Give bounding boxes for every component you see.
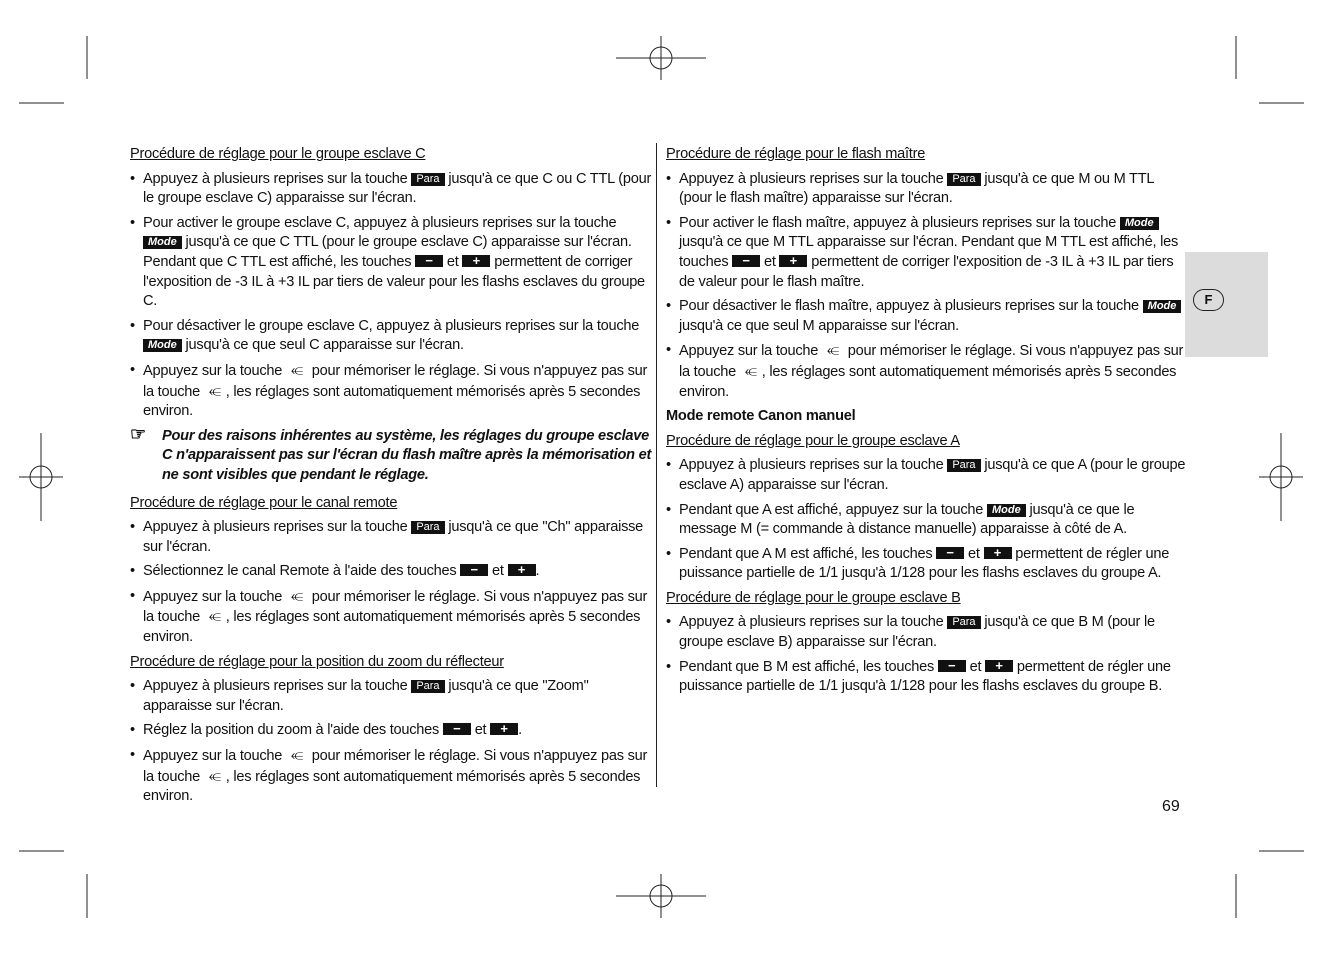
minus-key-icon: − [938, 660, 966, 672]
plus-key-icon: + [490, 723, 518, 735]
para-key-icon: Para [411, 173, 444, 186]
bullet-item: • Pour désactiver le groupe esclave C, appuyez à plusieurs reprises sur la touche Mode jusqu'à ce que seul C apparaisse sur l'écran. [130, 317, 640, 354]
return-key-icon: ⥺ [290, 587, 304, 605]
pointing-hand-icon: ☞ [130, 423, 146, 444]
mode-heading: Mode remote Canon manuel [666, 408, 856, 425]
registration-mark-left [19, 433, 63, 521]
registration-mark-right [1259, 433, 1303, 521]
plus-key-icon: + [984, 547, 1012, 559]
minus-key-icon: − [936, 547, 964, 559]
mode-key-icon: Mode [143, 339, 182, 352]
mode-key-icon: Mode [1143, 300, 1182, 313]
language-tab [1185, 252, 1268, 357]
column-divider [656, 143, 657, 787]
page-number: 69 [1162, 798, 1180, 815]
language-badge: F [1193, 289, 1224, 311]
note: ☞ Pour des raisons inhérentes au système, les réglages du groupe esclave C n'apparaissent pas sur l'écran du flash maître après la mémorisation et ne sont visibles que pendant le réglage. [130, 423, 652, 483]
minus-key-icon: − [415, 255, 443, 267]
registration-mark-bottom [616, 874, 706, 918]
return-key-icon: ⥺ [744, 362, 757, 380]
mode-key-icon: Mode [987, 504, 1026, 517]
para-key-icon: Para [411, 521, 444, 534]
bullet-item: • Appuyez sur la touche ⥺ pour mémoriser le réglage. Si vous n'appuyez pas sur la touche ⥺ , les réglages sont automatiquement mémorisés après 5 secondes environ. [666, 342, 1184, 400]
right-column [666, 145, 1186, 702]
para-key-icon: Para [947, 616, 980, 629]
bullet-item: • Sélectionnez le canal Remote à l'aide des touches − et + . [130, 562, 540, 580]
bullet-item: • Appuyez à plusieurs reprises sur la touche Para jusqu'à ce que B M (pour le groupe esclave B) apparaisse sur l'écran. [666, 614, 1155, 651]
bullet-item: • Appuyez à plusieurs reprises sur la touche Para jusqu'à ce que C ou C TTL (pour le groupe esclave C) apparaisse sur l'écran. [130, 170, 652, 207]
section-heading: Procédure de réglage pour le flash maître [666, 146, 926, 162]
bullet-item: • Pendant que A est affiché, appuyez sur la touche Mode jusqu'à ce que le message M (= commande à distance manuelle) apparaisse à côté de A. [666, 501, 1135, 538]
bullet-item: • Pour désactiver le flash maître, appuyez à plusieurs reprises sur la touche Mode jusqu'à ce que seul M apparaisse sur l'écran. [666, 297, 1186, 336]
bullet-item: • Pour activer le flash maître, appuyez à plusieurs reprises sur la touche Mode jusqu'à ce que M TTL apparaisse sur l'écran. Pendant que M TTL est affiché, les touches − et + permettent de corriger l'exposition de -3 IL à +3 IL par tiers de valeur pour le flash maître. [666, 214, 1179, 290]
return-key-icon: ⥺ [208, 382, 221, 400]
minus-key-icon: − [443, 723, 471, 735]
para-key-icon: Para [411, 680, 444, 693]
bullet-item: • Appuyez à plusieurs reprises sur la touche Para jusqu'à ce que M ou M TTL (pour le flash maître) apparaisse sur l'écran. [666, 170, 1154, 207]
bullet-item: • Appuyez sur la touche ⥺ pour mémoriser le réglage. Si vous n'appuyez pas sur la touche ⥺ , les réglages sont automatiquement mémorisés après 5 secondes environ. [130, 587, 648, 646]
bullet-item: • Appuyez sur la touche ⥺ pour mémoriser le réglage. Si vous n'appuyez pas sur la touche ⥺ , les réglages sont automatiquement mémorisés après 5 secondes environ. [130, 361, 648, 420]
bullet-item: • Appuyez à plusieurs reprises sur la touche Para jusqu'à ce que A (pour le groupe esclave A) apparaisse sur l'écran. [666, 457, 1186, 493]
minus-key-icon: − [732, 255, 760, 267]
bullet-item: • Pendant que A M est affiché, les touches − et + permettent de régler une puissance partielle de 1/1 jusqu'à 1/128 pour les flashs esclaves du groupe A. [666, 544, 1170, 582]
section-heading: Procédure de réglage pour le canal remote [130, 494, 398, 511]
return-key-icon: ⥺ [826, 342, 840, 360]
bullet-item: • Pendant que B M est affiché, les touches − et + permettent de régler une puissance partielle de 1/1 jusqu'à 1/128 pour les flashs esclaves du groupe B. [666, 657, 1171, 695]
plus-key-icon: + [985, 660, 1013, 672]
return-key-icon: ⥺ [290, 361, 304, 379]
section-heading: Procédure de réglage pour le groupe esclave B [666, 589, 961, 606]
para-key-icon: Para [947, 173, 980, 186]
bullet-item: • Pour activer le groupe esclave C, appuyez à plusieurs reprises sur la touche Mode jusqu'à ce que C TTL (pour le groupe esclave C) apparaisse sur l'écran. Pendant que C TTL est affiché, les touches − et + permettent de corriger l'exposition de -3 IL à +3 IL par tiers de valeur pour les flashs esclaves du groupe C. [130, 214, 645, 310]
return-key-icon: ⥺ [208, 767, 221, 785]
bullet-item: • Appuyez à plusieurs reprises sur la touche Para jusqu'à ce que "Ch" apparaisse sur l'écran. [130, 519, 644, 555]
bullet-item: • Appuyez sur la touche ⥺ pour mémoriser le réglage. Si vous n'appuyez pas sur la touche ⥺ , les réglages sont automatiquement mémorisés après 5 secondes environ. [130, 747, 648, 805]
para-key-icon: Para [947, 459, 980, 472]
section-heading: Procédure de réglage pour la position du zoom du réflecteur [130, 653, 504, 670]
bullet-item: • Appuyez à plusieurs reprises sur la touche Para jusqu'à ce que "Zoom" apparaisse sur l'écran. [130, 678, 589, 714]
section-heading: Procédure de réglage pour le groupe esclave A [666, 432, 960, 449]
registration-mark-top [616, 36, 706, 80]
section-heading: Procédure de réglage pour le groupe esclave C [130, 146, 426, 162]
mode-key-icon: Mode [1120, 217, 1159, 230]
plus-key-icon: + [462, 255, 490, 267]
plus-key-icon: + [779, 255, 807, 267]
return-key-icon: ⥺ [208, 608, 221, 626]
bullet-item: • Réglez la position du zoom à l'aide des touches − et + . [130, 721, 522, 739]
return-key-icon: ⥺ [290, 747, 304, 765]
plus-key-icon: + [508, 564, 536, 576]
minus-key-icon: − [460, 564, 488, 576]
left-column [130, 145, 652, 812]
mode-key-icon: Mode [143, 236, 182, 249]
